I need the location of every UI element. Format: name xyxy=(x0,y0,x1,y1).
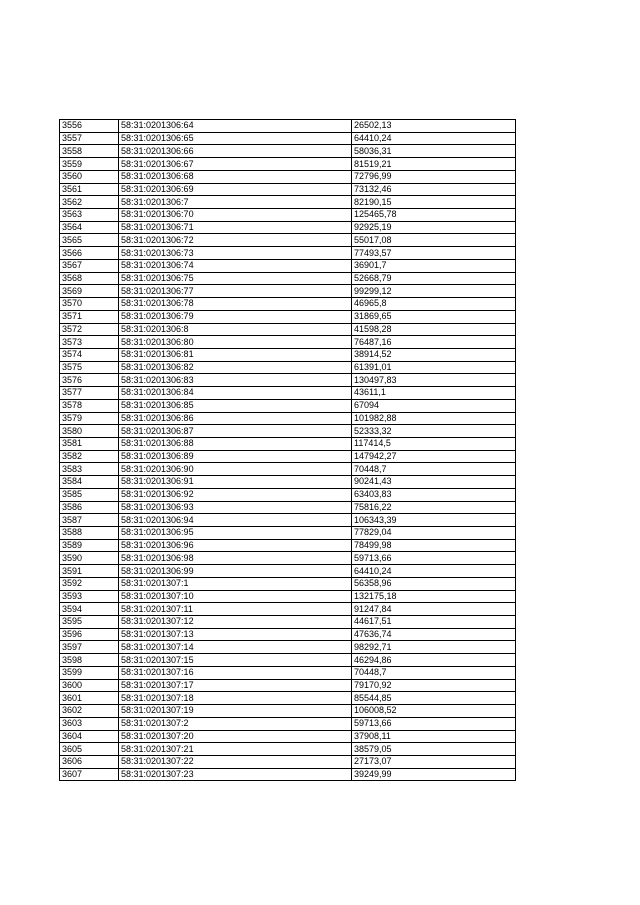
cadastral-number-cell: 58:31:0201306:88 xyxy=(119,437,352,450)
cadastral-number-cell: 58:31:0201306:79 xyxy=(119,310,352,323)
cadastral-number-cell: 58:31:0201307:2 xyxy=(119,717,352,730)
row-number-cell: 3587 xyxy=(60,514,119,527)
table-row xyxy=(60,310,516,323)
table-row xyxy=(60,196,516,209)
row-number-cell: 3571 xyxy=(60,310,119,323)
value-cell: 61391,01 xyxy=(352,361,516,374)
value-cell: 90241,43 xyxy=(352,476,516,489)
table-row xyxy=(60,120,516,133)
table-row xyxy=(60,527,516,540)
cadastral-number-cell: 58:31:0201306:65 xyxy=(119,132,352,145)
table-row xyxy=(60,348,516,361)
value-cell: 38579,05 xyxy=(352,743,516,756)
table-row xyxy=(60,285,516,298)
cadastral-number-cell: 58:31:0201306:87 xyxy=(119,425,352,438)
row-number-cell: 3579 xyxy=(60,412,119,425)
cadastral-number-cell: 58:31:0201306:94 xyxy=(119,514,352,527)
row-number-cell: 3584 xyxy=(60,476,119,489)
cadastral-number-cell: 58:31:0201307:13 xyxy=(119,628,352,641)
row-number-cell: 3595 xyxy=(60,616,119,629)
table-row xyxy=(60,666,516,679)
value-cell: 26502,13 xyxy=(352,120,516,133)
row-number-cell: 3561 xyxy=(60,183,119,196)
cadastral-number-cell: 58:31:0201306:80 xyxy=(119,336,352,349)
table-row xyxy=(60,298,516,311)
cadastral-number-cell: 58:31:0201306:84 xyxy=(119,387,352,400)
row-number-cell: 3567 xyxy=(60,259,119,272)
table-row xyxy=(60,183,516,196)
cadastral-number-cell: 58:31:0201306:77 xyxy=(119,285,352,298)
row-number-cell: 3596 xyxy=(60,628,119,641)
table-row xyxy=(60,565,516,578)
row-number-cell: 3577 xyxy=(60,387,119,400)
cadastral-number-cell: 58:31:0201307:17 xyxy=(119,679,352,692)
row-number-cell: 3582 xyxy=(60,450,119,463)
cadastral-number-cell: 58:31:0201306:85 xyxy=(119,399,352,412)
cadastral-number-cell: 58:31:0201306:96 xyxy=(119,539,352,552)
value-cell: 46294,86 xyxy=(352,654,516,667)
cadastral-number-cell: 58:31:0201306:86 xyxy=(119,412,352,425)
row-number-cell: 3602 xyxy=(60,705,119,718)
row-number-cell: 3583 xyxy=(60,463,119,476)
value-cell: 77829,04 xyxy=(352,527,516,540)
table-row xyxy=(60,450,516,463)
table-row xyxy=(60,539,516,552)
value-cell: 52333,32 xyxy=(352,425,516,438)
table-row xyxy=(60,552,516,565)
table-row xyxy=(60,387,516,400)
row-number-cell: 3570 xyxy=(60,298,119,311)
row-number-cell: 3589 xyxy=(60,539,119,552)
table-row xyxy=(60,628,516,641)
table-row xyxy=(60,768,516,781)
value-cell: 81519,21 xyxy=(352,158,516,171)
table-row xyxy=(60,603,516,616)
row-number-cell: 3578 xyxy=(60,399,119,412)
table-row xyxy=(60,234,516,247)
cadastral-number-cell: 58:31:0201306:72 xyxy=(119,234,352,247)
row-number-cell: 3557 xyxy=(60,132,119,145)
cadastral-number-cell: 58:31:0201307:22 xyxy=(119,755,352,768)
row-number-cell: 3575 xyxy=(60,361,119,374)
row-number-cell: 3588 xyxy=(60,527,119,540)
table-row xyxy=(60,158,516,171)
row-number-cell: 3599 xyxy=(60,666,119,679)
value-cell: 64410,24 xyxy=(352,565,516,578)
table-row xyxy=(60,616,516,629)
value-cell: 130497,83 xyxy=(352,374,516,387)
table-row xyxy=(60,374,516,387)
row-number-cell: 3565 xyxy=(60,234,119,247)
cadastral-number-cell: 58:31:0201306:93 xyxy=(119,501,352,514)
table-row xyxy=(60,514,516,527)
value-cell: 99299,12 xyxy=(352,285,516,298)
value-cell: 132175,18 xyxy=(352,590,516,603)
row-number-cell: 3585 xyxy=(60,488,119,501)
cadastral-number-cell: 58:31:0201307:14 xyxy=(119,641,352,654)
cadastral-number-cell: 58:31:0201306:8 xyxy=(119,323,352,336)
table-body xyxy=(60,120,516,781)
cadastral-number-cell: 58:31:0201307:11 xyxy=(119,603,352,616)
row-number-cell: 3556 xyxy=(60,120,119,133)
value-cell: 27173,07 xyxy=(352,755,516,768)
row-number-cell: 3573 xyxy=(60,336,119,349)
row-number-cell: 3593 xyxy=(60,590,119,603)
row-number-cell: 3560 xyxy=(60,170,119,183)
table-row xyxy=(60,577,516,590)
row-number-cell: 3569 xyxy=(60,285,119,298)
table-row xyxy=(60,336,516,349)
cadastral-number-cell: 58:31:0201306:67 xyxy=(119,158,352,171)
row-number-cell: 3606 xyxy=(60,755,119,768)
value-cell: 41598,28 xyxy=(352,323,516,336)
value-cell: 47636,74 xyxy=(352,628,516,641)
table-row xyxy=(60,247,516,260)
table-row xyxy=(60,717,516,730)
cadastral-number-cell: 58:31:0201307:20 xyxy=(119,730,352,743)
cadastral-number-cell: 58:31:0201306:90 xyxy=(119,463,352,476)
row-number-cell: 3590 xyxy=(60,552,119,565)
value-cell: 38914,52 xyxy=(352,348,516,361)
value-cell: 56358,96 xyxy=(352,577,516,590)
cadastral-number-cell: 58:31:0201306:70 xyxy=(119,209,352,222)
table-row xyxy=(60,221,516,234)
row-number-cell: 3568 xyxy=(60,272,119,285)
cadastral-number-cell: 58:31:0201307:15 xyxy=(119,654,352,667)
value-cell: 70448,7 xyxy=(352,666,516,679)
value-cell: 36901,7 xyxy=(352,259,516,272)
row-number-cell: 3603 xyxy=(60,717,119,730)
cadastral-number-cell: 58:31:0201306:68 xyxy=(119,170,352,183)
table-row xyxy=(60,361,516,374)
value-cell: 37908,11 xyxy=(352,730,516,743)
value-cell: 78499,98 xyxy=(352,539,516,552)
cadastral-number-cell: 58:31:0201306:7 xyxy=(119,196,352,209)
row-number-cell: 3581 xyxy=(60,437,119,450)
value-cell: 101982,88 xyxy=(352,412,516,425)
table-row xyxy=(60,705,516,718)
row-number-cell: 3562 xyxy=(60,196,119,209)
table-row xyxy=(60,272,516,285)
table-row xyxy=(60,170,516,183)
value-cell: 98292,71 xyxy=(352,641,516,654)
cadastral-number-cell: 58:31:0201306:71 xyxy=(119,221,352,234)
cadastral-number-cell: 58:31:0201306:75 xyxy=(119,272,352,285)
row-number-cell: 3559 xyxy=(60,158,119,171)
table-row xyxy=(60,463,516,476)
cadastral-number-cell: 58:31:0201306:99 xyxy=(119,565,352,578)
value-cell: 73132,46 xyxy=(352,183,516,196)
cadastral-number-cell: 58:31:0201306:74 xyxy=(119,259,352,272)
value-cell: 63403,83 xyxy=(352,488,516,501)
table-row xyxy=(60,743,516,756)
value-cell: 67094 xyxy=(352,399,516,412)
row-number-cell: 3597 xyxy=(60,641,119,654)
table-row xyxy=(60,488,516,501)
value-cell: 58036,31 xyxy=(352,145,516,158)
table-row xyxy=(60,132,516,145)
row-number-cell: 3594 xyxy=(60,603,119,616)
value-cell: 46965,8 xyxy=(352,298,516,311)
value-cell: 44617,51 xyxy=(352,616,516,629)
row-number-cell: 3572 xyxy=(60,323,119,336)
value-cell: 31869,65 xyxy=(352,310,516,323)
value-cell: 125465,78 xyxy=(352,209,516,222)
value-cell: 77493,57 xyxy=(352,247,516,260)
value-cell: 106343,39 xyxy=(352,514,516,527)
table-row xyxy=(60,755,516,768)
value-cell: 79170,92 xyxy=(352,679,516,692)
row-number-cell: 3604 xyxy=(60,730,119,743)
table-row xyxy=(60,437,516,450)
cadastral-number-cell: 58:31:0201306:89 xyxy=(119,450,352,463)
cadastral-number-cell: 58:31:0201306:92 xyxy=(119,488,352,501)
row-number-cell: 3591 xyxy=(60,565,119,578)
cadastral-number-cell: 58:31:0201306:98 xyxy=(119,552,352,565)
value-cell: 59713,66 xyxy=(352,552,516,565)
cadastral-number-cell: 58:31:0201306:82 xyxy=(119,361,352,374)
value-cell: 117414,5 xyxy=(352,437,516,450)
cadastral-number-cell: 58:31:0201306:91 xyxy=(119,476,352,489)
table-row xyxy=(60,692,516,705)
value-cell: 70448,7 xyxy=(352,463,516,476)
table-row xyxy=(60,476,516,489)
table-row xyxy=(60,641,516,654)
table-row xyxy=(60,209,516,222)
table-row xyxy=(60,425,516,438)
table-row xyxy=(60,399,516,412)
value-cell: 75816,22 xyxy=(352,501,516,514)
table-row xyxy=(60,412,516,425)
row-number-cell: 3564 xyxy=(60,221,119,234)
row-number-cell: 3563 xyxy=(60,209,119,222)
table-row xyxy=(60,259,516,272)
cadastral-number-cell: 58:31:0201307:12 xyxy=(119,616,352,629)
table-row xyxy=(60,679,516,692)
row-number-cell: 3558 xyxy=(60,145,119,158)
value-cell: 106008,52 xyxy=(352,705,516,718)
cadastral-number-cell: 58:31:0201306:64 xyxy=(119,120,352,133)
row-number-cell: 3592 xyxy=(60,577,119,590)
cadastral-number-cell: 58:31:0201306:78 xyxy=(119,298,352,311)
value-cell: 72796,99 xyxy=(352,170,516,183)
value-cell: 59713,66 xyxy=(352,717,516,730)
value-cell: 52668,79 xyxy=(352,272,516,285)
data-table xyxy=(59,119,516,781)
cadastral-number-cell: 58:31:0201306:66 xyxy=(119,145,352,158)
row-number-cell: 3600 xyxy=(60,679,119,692)
table-row xyxy=(60,145,516,158)
row-number-cell: 3586 xyxy=(60,501,119,514)
cadastral-number-cell: 58:31:0201306:73 xyxy=(119,247,352,260)
value-cell: 92925,19 xyxy=(352,221,516,234)
cadastral-number-cell: 58:31:0201306:83 xyxy=(119,374,352,387)
cadastral-number-cell: 58:31:0201307:10 xyxy=(119,590,352,603)
row-number-cell: 3566 xyxy=(60,247,119,260)
row-number-cell: 3601 xyxy=(60,692,119,705)
row-number-cell: 3607 xyxy=(60,768,119,781)
table-row xyxy=(60,501,516,514)
value-cell: 39249,99 xyxy=(352,768,516,781)
row-number-cell: 3576 xyxy=(60,374,119,387)
row-number-cell: 3580 xyxy=(60,425,119,438)
row-number-cell: 3605 xyxy=(60,743,119,756)
row-number-cell: 3598 xyxy=(60,654,119,667)
value-cell: 147942,27 xyxy=(352,450,516,463)
table-row xyxy=(60,730,516,743)
cadastral-number-cell: 58:31:0201307:23 xyxy=(119,768,352,781)
value-cell: 82190,15 xyxy=(352,196,516,209)
value-cell: 55017,08 xyxy=(352,234,516,247)
row-number-cell: 3574 xyxy=(60,348,119,361)
cadastral-number-cell: 58:31:0201307:19 xyxy=(119,705,352,718)
value-cell: 43611,1 xyxy=(352,387,516,400)
cadastral-number-cell: 58:31:0201307:1 xyxy=(119,577,352,590)
value-cell: 91247,84 xyxy=(352,603,516,616)
value-cell: 64410,24 xyxy=(352,132,516,145)
cadastral-number-cell: 58:31:0201306:81 xyxy=(119,348,352,361)
cadastral-number-cell: 58:31:0201307:16 xyxy=(119,666,352,679)
cadastral-number-cell: 58:31:0201307:18 xyxy=(119,692,352,705)
cadastral-number-cell: 58:31:0201307:21 xyxy=(119,743,352,756)
value-cell: 85544,85 xyxy=(352,692,516,705)
table-row xyxy=(60,590,516,603)
cadastral-number-cell: 58:31:0201306:95 xyxy=(119,527,352,540)
cadastral-number-cell: 58:31:0201306:69 xyxy=(119,183,352,196)
table-row xyxy=(60,323,516,336)
table-row xyxy=(60,654,516,667)
value-cell: 76487,16 xyxy=(352,336,516,349)
